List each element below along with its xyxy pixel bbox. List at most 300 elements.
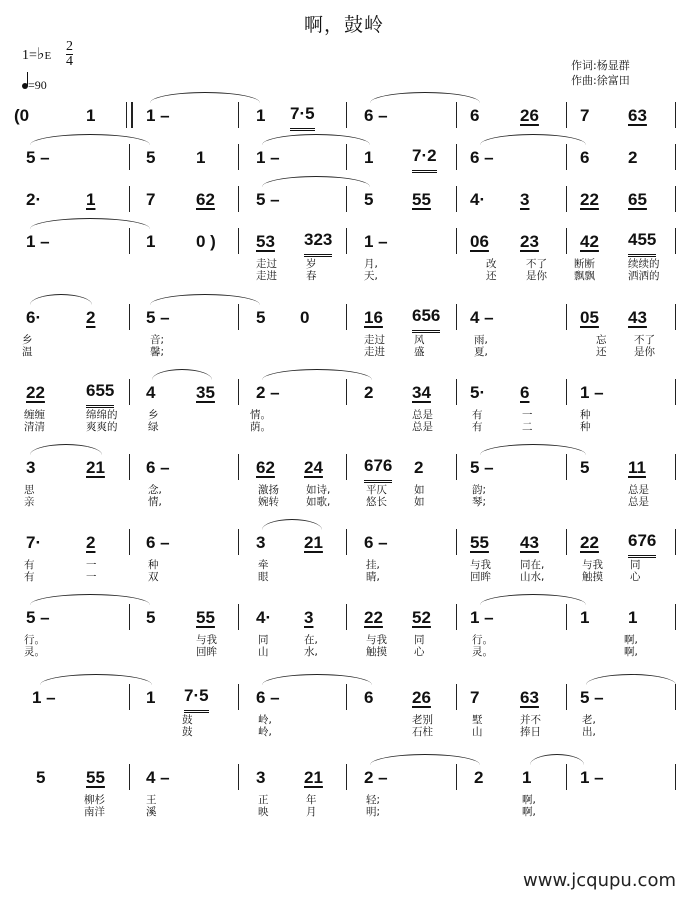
lyric: 忘 <box>596 334 607 346</box>
slur-icon <box>30 294 92 305</box>
lyric: 走进 <box>364 346 385 358</box>
lyric: 温 <box>22 346 33 358</box>
bar-line <box>675 684 676 710</box>
bar-line <box>566 228 567 254</box>
note-group: 2 – <box>364 768 388 787</box>
note-group: 5· <box>470 383 486 402</box>
lyric: 墅 <box>472 714 483 726</box>
note-group: 2 – <box>256 383 280 402</box>
note-group: 35 <box>196 383 215 402</box>
lyric: 悠长 <box>366 496 387 508</box>
note-group: 5 – <box>580 688 604 707</box>
lyric: 老, <box>582 714 596 726</box>
note-group: 16 <box>364 308 383 327</box>
note-group: 0 ) <box>196 232 216 251</box>
note-group: 3 <box>256 533 266 552</box>
lyric: 并不 <box>520 714 541 726</box>
slur-icon <box>262 369 372 380</box>
lyric: 回眸 <box>196 646 217 658</box>
lyric: 夏, <box>474 346 488 358</box>
note-group: 52 <box>412 608 431 627</box>
lyric: 月 <box>306 806 317 818</box>
bar-line <box>675 228 676 254</box>
note-group: 21 <box>86 458 105 477</box>
lyric: 心 <box>630 571 641 583</box>
note-group: 3 <box>520 190 530 209</box>
note-group: 5 <box>364 190 374 209</box>
note-group: 5 <box>36 768 46 787</box>
bar-line <box>238 684 239 710</box>
lyric: 总是 <box>628 484 649 496</box>
lyric: 明; <box>366 806 381 818</box>
note-group: 7· <box>26 533 42 552</box>
lyric: 有 <box>472 409 483 421</box>
bar-line <box>346 186 347 212</box>
lyric: 琴; <box>472 496 487 508</box>
bar-line <box>566 144 567 170</box>
bar-line <box>456 529 457 555</box>
lyric: 睛, <box>366 571 380 583</box>
lyric: 亲 <box>24 496 35 508</box>
lyric: 爽爽的 <box>86 421 118 433</box>
lyric: 情, <box>148 496 162 508</box>
lyric: 盛 <box>414 346 425 358</box>
lyric: 王 <box>146 794 157 806</box>
note-group: 21 <box>304 533 323 552</box>
lyric: 鼓 <box>182 726 193 738</box>
lyric: 同 <box>414 634 425 646</box>
slur-icon <box>30 444 102 455</box>
lyric: 总是 <box>412 421 433 433</box>
bar-line <box>675 304 676 330</box>
lyric: 雨, <box>474 334 488 346</box>
note-group: 455 <box>628 230 656 257</box>
bar-line <box>129 228 130 254</box>
note-group: 1 – <box>580 768 604 787</box>
lyric: 馨; <box>150 346 165 358</box>
lyric: 是你 <box>526 270 547 282</box>
lyric: 啊, <box>624 634 638 646</box>
note-group: 7 <box>580 106 590 125</box>
note-group: 676 <box>628 531 656 558</box>
lyric: 春 <box>306 270 317 282</box>
lyric: 总是 <box>628 496 649 508</box>
note-group: 1 <box>580 608 590 627</box>
lyric: 岭, <box>258 726 272 738</box>
bar-line <box>238 186 239 212</box>
note-group: 6 <box>520 383 530 402</box>
lyric: 如 <box>414 484 425 496</box>
lyric: 鼓 <box>182 714 193 726</box>
note-group: 0 <box>300 308 310 327</box>
lyric: 有 <box>472 421 483 433</box>
bar-line <box>675 454 676 480</box>
slur-icon <box>150 92 260 103</box>
bar-line <box>238 604 239 630</box>
lyric: 岭, <box>258 714 272 726</box>
slur-icon <box>152 369 212 380</box>
lyric: 与我 <box>582 559 603 571</box>
note-group: 4· <box>470 190 486 209</box>
lyric: 啊, <box>522 806 536 818</box>
bar-line <box>675 764 676 790</box>
note-group: 1 <box>146 232 156 251</box>
composer: 作曲:徐富田 <box>571 74 630 87</box>
note-group: 63 <box>520 688 539 707</box>
lyric: 一 <box>86 559 97 571</box>
bar-line <box>566 304 567 330</box>
time-signature: $\frac{2}{4}$ <box>66 39 73 69</box>
bar-line <box>346 604 347 630</box>
note-group: 23 <box>520 232 539 251</box>
lyric: 天, <box>364 270 378 282</box>
bar-line <box>129 144 130 170</box>
song-title: 啊，鼓岭 <box>303 14 384 36</box>
slur-icon <box>30 594 150 605</box>
quarter-note-icon <box>22 83 28 89</box>
note-group: 55 <box>470 533 489 552</box>
lyric: 映 <box>258 806 269 818</box>
lyric: 捧日 <box>520 726 541 738</box>
note-group: 22 <box>580 533 599 552</box>
note-group: 42 <box>580 232 599 251</box>
slur-icon <box>262 176 370 187</box>
note-group: 2· <box>26 190 42 209</box>
lyric: 眼 <box>258 571 269 583</box>
note-group: 7·2 <box>412 146 437 173</box>
lyricist: 作词:杨显群 <box>571 59 630 72</box>
note-group: 6· <box>26 308 42 327</box>
note-group: 43 <box>520 533 539 552</box>
lyric: 同 <box>630 559 641 571</box>
bar-line <box>126 102 133 128</box>
note-group: 3 <box>304 608 314 627</box>
lyric: 如 <box>414 496 425 508</box>
note-group: 655 <box>86 381 114 408</box>
lyric: 灵。 <box>24 646 45 658</box>
lyric: 婉转 <box>258 496 279 508</box>
note-group: 4· <box>256 608 272 627</box>
bar-line <box>456 186 457 212</box>
note-group: 65 <box>628 190 647 209</box>
note-group: 3 <box>256 768 266 787</box>
note-group: 7 <box>470 688 480 707</box>
lyric: 一 <box>86 571 97 583</box>
note-group: 55 <box>86 768 105 787</box>
note-group: 53 <box>256 232 275 251</box>
bar-line <box>238 529 239 555</box>
note-group: 11 <box>628 458 646 477</box>
bar-line <box>566 186 567 212</box>
bar-line <box>346 102 347 128</box>
slur-icon <box>30 134 150 145</box>
bar-line <box>456 102 457 128</box>
note-group: 5 <box>146 148 156 167</box>
lyric: 触摸 <box>582 571 603 583</box>
lyric: 柳杉 <box>84 794 105 806</box>
lyric: 与我 <box>470 559 491 571</box>
lyric: 年 <box>306 794 317 806</box>
slur-icon <box>262 134 370 145</box>
slur-icon <box>262 674 372 685</box>
note-group: 5 – <box>26 608 50 627</box>
note-group: 2 <box>414 458 424 477</box>
note-group: 6 – <box>364 533 388 552</box>
bar-line <box>456 379 457 405</box>
bar-line <box>675 604 676 630</box>
note-group: 6 – <box>364 106 388 125</box>
note-group: 2 <box>86 308 96 327</box>
note-group: 5 – <box>256 190 280 209</box>
bar-line <box>129 764 130 790</box>
lyric: 二 <box>522 421 533 433</box>
note-group: 1 – <box>470 608 494 627</box>
lyric: 乡 <box>22 334 33 346</box>
slur-icon <box>586 674 676 685</box>
lyric: 有 <box>24 571 35 583</box>
note-group: 5 – <box>470 458 494 477</box>
note-group: 1 – <box>26 232 50 251</box>
lyric: 是你 <box>634 346 655 358</box>
bar-line <box>675 379 676 405</box>
lyric: 与我 <box>366 634 387 646</box>
note-group: 1 <box>196 148 206 167</box>
note-group: 21 <box>304 768 323 787</box>
lyric: 有 <box>24 559 35 571</box>
note-group: 1 <box>364 148 374 167</box>
bar-line <box>456 304 457 330</box>
lyric: 情。 <box>250 409 271 421</box>
bar-line <box>129 529 130 555</box>
note-group: 62 <box>196 190 215 209</box>
note-group: 26 <box>520 106 539 125</box>
lyric: 续续的 <box>628 258 660 270</box>
lyric: 飘飘 <box>574 270 595 282</box>
bar-line <box>456 228 457 254</box>
lyric: 山水, <box>520 571 545 583</box>
slur-icon <box>40 674 152 685</box>
slur-icon <box>530 754 584 765</box>
note-group: 7·5 <box>184 686 209 713</box>
slur-icon <box>480 134 586 145</box>
lyric: 思 <box>24 484 35 496</box>
lyric: 在, <box>304 634 318 646</box>
lyric: 牵 <box>258 559 269 571</box>
bar-line <box>566 379 567 405</box>
lyric: 断断 <box>574 258 595 270</box>
lyric: 平仄 <box>366 484 387 496</box>
note-group: 6 <box>470 106 480 125</box>
bar-line <box>566 102 567 128</box>
note-group: 4 <box>146 383 156 402</box>
note-group: 2 <box>628 148 638 167</box>
bar-line <box>456 454 457 480</box>
watermark: www.jcqupu.com <box>523 870 676 891</box>
credits <box>571 58 630 88</box>
note-group: 6 – <box>470 148 494 167</box>
bar-line <box>238 764 239 790</box>
lyric: 啊, <box>522 794 536 806</box>
note-group: 7·5 <box>290 104 315 131</box>
note-group: 7 <box>146 190 156 209</box>
note-group: 22 <box>26 383 45 402</box>
note-group: 1 – <box>256 148 280 167</box>
bar-line <box>238 379 239 405</box>
lyric: 荫。 <box>250 421 271 433</box>
bar-line <box>129 604 130 630</box>
note-group: 26 <box>412 688 431 707</box>
slur-icon <box>370 92 480 103</box>
note-group: (0 <box>14 106 30 125</box>
lyric: 还 <box>486 270 497 282</box>
bar-line <box>566 529 567 555</box>
note-group: 5 <box>146 608 156 627</box>
slur-icon <box>150 294 260 305</box>
lyric: 同 <box>258 634 269 646</box>
lyric: 山 <box>258 646 269 658</box>
slur-icon <box>370 754 480 765</box>
note-group: 1 <box>146 688 156 707</box>
lyric: 与我 <box>196 634 217 646</box>
bar-line <box>675 186 676 212</box>
lyric: 山 <box>472 726 483 738</box>
bar-line <box>456 144 457 170</box>
lyric: 缠缠 <box>24 409 45 421</box>
lyric: 啊, <box>624 646 638 658</box>
bar-line <box>675 144 676 170</box>
bar-line <box>346 379 347 405</box>
slur-icon <box>262 519 322 530</box>
lyric: 回眸 <box>470 571 491 583</box>
lyric: 出, <box>582 726 596 738</box>
lyric: 激扬 <box>258 484 279 496</box>
note-group: 6 – <box>256 688 280 707</box>
note-group: 6 <box>580 148 590 167</box>
note-group: 6 <box>364 688 374 707</box>
bar-line <box>238 102 239 128</box>
note-group: 4 – <box>470 308 494 327</box>
note-group: 3 <box>26 458 36 477</box>
note-group: 1 <box>86 190 96 209</box>
note-group: 55 <box>412 190 431 209</box>
bar-line <box>346 228 347 254</box>
lyric: 南洋 <box>84 806 105 818</box>
note-group: 6 – <box>146 533 170 552</box>
lyric: 石柱 <box>412 726 433 738</box>
lyric: 种 <box>580 421 591 433</box>
note-group: 43 <box>628 308 647 327</box>
lyric: 不了 <box>526 258 547 270</box>
lyric: 轻; <box>366 794 381 806</box>
note-group: 63 <box>628 106 647 125</box>
lyric: 音; <box>150 334 165 346</box>
lyric: 触摸 <box>366 646 387 658</box>
bar-line <box>456 604 457 630</box>
lyric: 洒洒的 <box>628 270 660 282</box>
note-group: 06 <box>470 232 489 251</box>
bar-line <box>675 529 676 555</box>
bar-line <box>346 529 347 555</box>
bar-line <box>129 684 130 710</box>
lyric: 走进 <box>256 270 277 282</box>
note-group: 5 <box>256 308 266 327</box>
note-group: 2 <box>86 533 96 552</box>
slur-icon <box>480 594 586 605</box>
bar-line <box>346 684 347 710</box>
bar-line <box>129 454 130 480</box>
bar-line <box>456 684 457 710</box>
note-group: 1 <box>256 106 266 125</box>
lyric: 正 <box>258 794 269 806</box>
bar-line <box>238 144 239 170</box>
lyric: 清清 <box>24 421 45 433</box>
lyric: 改 <box>486 258 497 270</box>
lyric: 同在, <box>520 559 545 571</box>
lyric: 水, <box>304 646 318 658</box>
note-group: 2 <box>474 768 484 787</box>
note-group: 1 – <box>580 383 604 402</box>
lyric: 月, <box>364 258 378 270</box>
note-group: 55 <box>196 608 215 627</box>
lyric: 如诗, <box>306 484 331 496</box>
lyric: 乡 <box>148 409 159 421</box>
note-group: 1 – <box>146 106 170 125</box>
bar-line <box>566 684 567 710</box>
bar-line <box>566 604 567 630</box>
lyric: 种 <box>580 409 591 421</box>
lyric: 不了 <box>634 334 655 346</box>
note-group: 676 <box>364 456 392 483</box>
bar-line <box>346 144 347 170</box>
bar-line <box>456 764 457 790</box>
note-group: 1 <box>86 106 96 125</box>
lyric: 总是 <box>412 409 433 421</box>
tempo-marking: =90 <box>22 78 47 93</box>
note-group: 5 – <box>26 148 50 167</box>
bar-line <box>238 304 239 330</box>
bar-line <box>346 304 347 330</box>
note-group: 1 <box>628 608 638 627</box>
note-group: 4 – <box>146 768 170 787</box>
lyric: 一 <box>522 409 533 421</box>
note-group: 1 – <box>364 232 388 251</box>
note-group: 5 – <box>146 308 170 327</box>
bar-line <box>346 454 347 480</box>
lyric: 绿 <box>148 421 159 433</box>
bar-line <box>238 454 239 480</box>
note-group: 05 <box>580 308 599 327</box>
lyric: 韵; <box>472 484 487 496</box>
note-group: 5 <box>580 458 590 477</box>
bar-line <box>238 228 239 254</box>
bar-line <box>129 304 130 330</box>
lyric: 挂, <box>366 559 380 571</box>
lyric: 如歌, <box>306 496 331 508</box>
lyric: 岁 <box>306 258 317 270</box>
note-group: 2 <box>364 383 374 402</box>
lyric: 溪 <box>146 806 157 818</box>
note-group: 6 – <box>146 458 170 477</box>
bar-line <box>566 454 567 480</box>
lyric: 风 <box>414 334 425 346</box>
note-group: 1 <box>522 768 532 787</box>
note-group: 656 <box>412 306 440 333</box>
slur-icon <box>30 218 150 229</box>
key-signature: 1=♭E $\frac{2}{4}$ <box>22 39 73 69</box>
bar-line <box>129 379 130 405</box>
bar-line <box>346 764 347 790</box>
lyric: 种 <box>148 559 159 571</box>
